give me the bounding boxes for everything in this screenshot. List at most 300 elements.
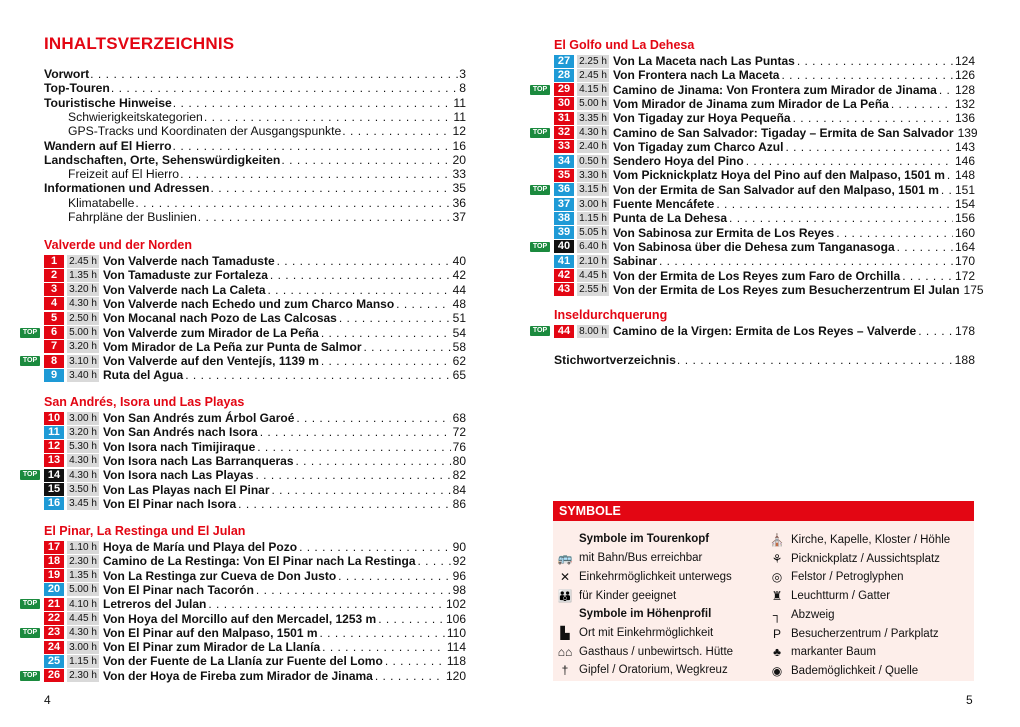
dot-leader [385, 654, 445, 668]
symbols-title: SYMBOLE [553, 501, 974, 521]
tour-entry[interactable] [44, 440, 466, 454]
church-icon: ⛪ [769, 533, 785, 547]
symbol-row [769, 608, 834, 622]
tour-number: 19 [44, 569, 64, 582]
tour-title: Von San Andrés nach Isora [103, 425, 258, 440]
dot-leader [716, 197, 953, 211]
tour-duration: 4.45 h [67, 612, 99, 625]
tour-page: 156 [954, 211, 975, 226]
tour-number: 15 [44, 483, 64, 496]
dot-leader [396, 297, 450, 311]
symbol-label: mit Bahn/Bus erreichbar [579, 552, 703, 564]
tour-title: Von der Ermita de Los Reyes zum Besucherzentrum El Julan [613, 282, 960, 297]
tour-entry[interactable] [44, 411, 466, 425]
tour-entry[interactable] [554, 282, 984, 297]
toc-entry[interactable] [44, 139, 466, 153]
dot-leader [296, 454, 451, 468]
section-title: Valverde und der Norden [44, 238, 192, 252]
symbol-label: für Kinder geeignet [579, 590, 677, 602]
tour-number: 1 [44, 255, 64, 268]
top-tour-badge: TOP [20, 328, 40, 338]
toc-entry-page: 11 [453, 95, 466, 110]
tour-duration: 2.10 h [577, 255, 609, 268]
tour-entry[interactable] [44, 297, 466, 311]
index-page: 188 [954, 353, 975, 367]
dot-leader [185, 368, 450, 382]
dot-leader [111, 81, 458, 95]
tour-duration: 3.20 h [67, 283, 99, 296]
dot-leader [198, 210, 452, 224]
tour-duration: 1.35 h [67, 269, 99, 282]
tour-entry[interactable] [554, 226, 975, 240]
dot-leader [320, 626, 445, 640]
tour-duration: 5.00 h [577, 97, 609, 110]
tour-entry[interactable] [44, 483, 466, 497]
tour-number: 10 [44, 412, 64, 425]
top-tour-badge: TOP [20, 599, 40, 609]
tour-title: Von El Pinar zum Mirador de La Llanía [103, 640, 321, 655]
dot-leader [677, 353, 954, 367]
tour-title: Von der Hoya de Fireba zum Mirador de Jinama [103, 668, 373, 683]
toc-entry-title: Landschaften, Orte, Sehenswürdigkeiten [44, 152, 281, 167]
toc-entry[interactable] [44, 181, 466, 195]
tour-entry[interactable] [44, 254, 466, 268]
index-entry-row[interactable] [554, 353, 975, 367]
top-tour-badge: TOP [20, 356, 40, 366]
symbol-label: Besucherzentrum / Parkplatz [791, 627, 939, 640]
tour-entry[interactable] [44, 540, 466, 554]
dot-leader [210, 181, 451, 195]
tour-page: 68 [452, 411, 466, 425]
tour-duration: 3.20 h [67, 340, 99, 353]
dot-leader [375, 669, 444, 683]
tour-duration: 0.50 h [577, 155, 609, 168]
dot-leader [785, 140, 953, 154]
tour-duration: 4.10 h [67, 598, 99, 611]
tour-title: Von Valverde auf den Ventejís, 1139 m [103, 354, 319, 369]
tour-page: 148 [954, 168, 975, 183]
toc-entry-page: 33 [452, 167, 466, 182]
dot-leader [268, 283, 451, 297]
tour-entry[interactable] [44, 326, 466, 340]
page-number-left: 4 [44, 693, 51, 707]
tour-number: 2 [44, 269, 64, 282]
tour-number: 23 [44, 626, 64, 639]
tour-duration: 4.30 h [577, 126, 609, 139]
tour-number: 3 [44, 283, 64, 296]
tour-page: 72 [452, 425, 466, 440]
tour-entry[interactable] [44, 368, 466, 382]
dot-leader [270, 268, 451, 282]
tour-number: 44 [554, 325, 574, 338]
tour-duration: 3.35 h [577, 112, 609, 125]
tour-title: Von der Fuente de La Llanía zur Fuente del Lomo [103, 654, 383, 669]
dot-leader [338, 569, 450, 583]
tour-duration: 5.05 h [577, 226, 609, 239]
village-icon: ▙ [560, 626, 570, 640]
tour-page: 48 [452, 296, 466, 311]
tour-page: 170 [954, 254, 975, 269]
cross-icon: † [561, 663, 569, 677]
page-heading: INHALTSVERZEICHNIS [44, 34, 235, 53]
tour-duration: 2.45 h [577, 69, 609, 82]
tour-number: 34 [554, 155, 574, 168]
symbol-row [769, 627, 939, 641]
tour-title: Von Sabinosa zur Ermita de Los Reyes [613, 225, 835, 240]
tour-duration: 3.30 h [577, 169, 609, 182]
tour-page: 76 [452, 439, 466, 454]
tour-entry[interactable] [554, 168, 975, 182]
tour-title: Von Isora nach Timijiraque [103, 439, 256, 454]
tour-entry[interactable] [554, 324, 975, 338]
tour-entry[interactable] [554, 125, 978, 140]
top-tour-badge: TOP [20, 470, 40, 480]
tour-number: 39 [554, 226, 574, 239]
tour-number: 40 [554, 240, 574, 253]
tour-title: Von Sabinosa über die Dehesa zum Tanganasoga [613, 239, 895, 254]
tour-entry[interactable] [44, 283, 466, 297]
tour-title: Von El Pinar nach Tacorón [103, 582, 254, 597]
fork-knife-icon: ✕ [559, 570, 571, 584]
tour-number: 17 [44, 541, 64, 554]
dot-leader [90, 67, 458, 81]
tour-entry[interactable] [554, 83, 975, 97]
top-tour-badge: TOP [530, 85, 550, 95]
tour-entry[interactable] [554, 269, 975, 283]
tour-entry[interactable] [554, 240, 975, 254]
tour-number: 27 [554, 55, 574, 68]
dot-leader [797, 54, 953, 68]
symbol-label: Ort mit Einkehrmöglichkeit [579, 627, 714, 639]
tour-number: 29 [554, 83, 574, 96]
tour-page: 164 [954, 239, 975, 254]
tour-title: Von Isora nach Las Playas [103, 468, 254, 483]
tour-number: 28 [554, 69, 574, 82]
tour-duration: 4.45 h [577, 269, 609, 282]
section-title: San Andrés, Isora und Las Playas [44, 395, 245, 409]
tour-number: 7 [44, 340, 64, 353]
dot-leader [939, 83, 953, 97]
tour-title: Von Valverde zum Mirador de La Peña [103, 325, 319, 340]
toc-entry-title: Touristische Hinweise [44, 95, 172, 110]
tour-page: 84 [452, 482, 466, 497]
toc-entry[interactable] [44, 81, 466, 95]
tour-entry[interactable] [554, 211, 975, 225]
tour-title: Von Valverde nach Tamaduste [103, 254, 275, 268]
toc-entry-page: 20 [452, 152, 466, 167]
hut-icon: ⌂⌂ [557, 645, 573, 659]
tour-number: 42 [554, 269, 574, 282]
dot-leader [256, 583, 451, 597]
tour-number: 31 [554, 112, 574, 125]
tour-title: Hoya de María und Playa del Pozo [103, 540, 298, 554]
tour-entry[interactable] [44, 626, 466, 640]
tour-number: 11 [44, 426, 64, 439]
toc-entry-title: Top-Touren [44, 81, 110, 96]
tour-duration: 2.30 h [67, 555, 99, 568]
tour-page: 118 [446, 654, 466, 669]
tour-number: 14 [44, 469, 64, 482]
symbols-subheading: Symbole im Höhenprofil [579, 608, 712, 620]
dot-leader [281, 153, 451, 167]
tour-duration: 1.15 h [67, 655, 99, 668]
tour-entry[interactable] [554, 54, 975, 68]
tour-duration: 2.30 h [67, 669, 99, 682]
toc-entry[interactable] [68, 196, 466, 210]
tour-page: 132 [954, 96, 975, 111]
toc-entry-page: 8 [459, 81, 466, 96]
tour-entry[interactable] [44, 597, 466, 611]
symbol-label: markanter Baum [791, 646, 877, 659]
top-tour-badge: TOP [530, 326, 550, 336]
toc-entry-title: Klimatabelle [68, 195, 135, 210]
tour-duration: 3.10 h [67, 355, 99, 368]
bathing-icon: ◉ [771, 663, 783, 678]
dot-leader [918, 324, 953, 338]
tour-entry[interactable] [44, 640, 466, 654]
tour-page: 124 [954, 54, 975, 68]
tour-title: Von der Ermita de San Salvador auf den Malpaso, 1501 m [613, 182, 939, 197]
tour-number: 20 [44, 583, 64, 596]
tour-entry[interactable] [554, 197, 975, 211]
tour-entry[interactable] [554, 154, 975, 168]
tour-title: Von Isora nach Las Barranqueras [103, 453, 294, 468]
index-title: Stichwortverzeichnis [554, 353, 676, 367]
tour-entry[interactable] [44, 354, 466, 368]
tour-title: Vom Mirador de Jinama zum Mirador de La Peña [613, 96, 889, 111]
tour-duration: 4.30 h [67, 469, 99, 482]
tour-duration: 4.30 h [67, 454, 99, 467]
symbols-legend [553, 501, 974, 681]
toc-entry[interactable] [68, 110, 466, 124]
symbol-label: Felstor / Petroglyphen [791, 571, 904, 584]
tour-page: 54 [452, 325, 466, 340]
tour-title: Camino de Jinama: Von Frontera zum Mirador de Jinama [613, 82, 937, 97]
tour-duration: 3.00 h [67, 412, 99, 425]
toc-entry-title: Fahrpläne der Buslinien [68, 210, 197, 224]
tour-entry[interactable] [44, 554, 466, 568]
symbol-label: Kirche, Kapelle, Kloster / Höhle [791, 534, 951, 546]
tour-page: 110 [446, 625, 466, 640]
tour-number: 13 [44, 454, 64, 467]
toc-entry[interactable] [44, 96, 466, 110]
tour-title: Sendero Hoya del Pino [613, 154, 744, 169]
tour-duration: 3.50 h [67, 483, 99, 496]
rock-icon: ◎ [771, 570, 783, 585]
tour-title: Sabinar [613, 254, 658, 269]
tour-page: 86 [452, 496, 466, 511]
tour-page: 106 [445, 611, 466, 626]
toc-entry-title: Informationen und Adressen [44, 181, 210, 196]
symbol-row [557, 551, 702, 565]
tour-title: Letreros del Julan [103, 597, 207, 612]
tour-duration: 4.15 h [577, 83, 609, 96]
visitor-center-icon: P [772, 626, 781, 641]
tour-title: Camino de La Restinga: Von El Pinar nach La Restinga [103, 554, 416, 569]
tour-page: 175 [963, 282, 984, 297]
tour-entry[interactable] [44, 497, 466, 511]
tour-page: 160 [954, 225, 975, 240]
section-title: Inseldurchquerung [554, 308, 668, 322]
dot-leader [941, 183, 953, 197]
toc-entry-page: 16 [452, 138, 466, 153]
tour-page: 40 [452, 254, 466, 268]
tour-number: 36 [554, 183, 574, 196]
tour-entry[interactable] [44, 654, 466, 668]
tour-page: 98 [452, 582, 466, 597]
symbol-row [769, 570, 904, 584]
tree-icon: ♣ [773, 645, 781, 660]
toc-entry-page: 3 [459, 67, 466, 81]
dot-leader [135, 196, 451, 210]
tour-entry[interactable] [554, 97, 975, 111]
dot-leader [891, 97, 953, 111]
dot-leader [418, 554, 451, 568]
bus-icon: 🚌 [557, 551, 573, 565]
section-title: El Pinar, La Restinga und El Julan [44, 524, 246, 538]
top-tour-badge: TOP [530, 185, 550, 195]
tour-number: 8 [44, 355, 64, 368]
tour-duration: 3.20 h [67, 426, 99, 439]
tour-entry[interactable] [44, 569, 466, 583]
tour-number: 5 [44, 312, 64, 325]
symbol-row [557, 626, 713, 640]
tour-entry[interactable] [554, 111, 975, 125]
dot-leader [260, 425, 451, 439]
dot-leader [208, 597, 444, 611]
tour-entry[interactable] [554, 68, 975, 82]
tour-entry[interactable] [554, 254, 975, 268]
toc-entry[interactable] [44, 153, 466, 167]
tour-entry[interactable] [44, 468, 466, 482]
dot-leader [902, 269, 953, 283]
top-tour-badge: TOP [530, 128, 550, 138]
dot-leader [947, 168, 953, 182]
tour-number: 12 [44, 440, 64, 453]
tour-title: Von der Ermita de Los Reyes zum Faro de Orchilla [613, 268, 901, 283]
tour-number: 35 [554, 169, 574, 182]
tour-title: Von Frontera nach La Maceta [613, 68, 780, 83]
tour-page: 62 [452, 354, 466, 369]
tour-page: 102 [445, 597, 466, 612]
tour-number: 21 [44, 598, 64, 611]
dot-leader [321, 326, 451, 340]
toc-entry-title: Vorwort [44, 67, 90, 81]
tour-number: 43 [554, 283, 574, 296]
tour-duration: 5.30 h [67, 440, 99, 453]
tour-entry[interactable] [44, 311, 466, 325]
toc-entry[interactable] [68, 167, 466, 181]
tour-title: Camino de San Salvador: Tigaday – Ermita de San Salvador [613, 125, 954, 140]
toc-entry[interactable] [44, 67, 466, 81]
tour-number: 32 [554, 126, 574, 139]
tour-duration: 1.35 h [67, 569, 99, 582]
tour-number: 18 [44, 555, 64, 568]
tour-page: 139 [957, 125, 978, 140]
tour-duration: 3.45 h [67, 497, 99, 510]
dot-leader [204, 110, 453, 124]
toc-entry-page: 36 [452, 195, 466, 210]
tour-entry[interactable] [44, 268, 466, 282]
dot-leader [299, 540, 451, 554]
toc-entry[interactable] [68, 210, 466, 224]
tour-number: 16 [44, 497, 64, 510]
tour-title: Von Tamaduste zur Fortaleza [103, 268, 268, 283]
dot-leader [364, 340, 451, 354]
tour-entry[interactable] [44, 669, 466, 683]
tour-entry[interactable] [44, 583, 466, 597]
tour-title: Ruta del Agua [103, 368, 184, 383]
tour-duration: 6.40 h [577, 240, 609, 253]
tour-duration: 1.15 h [577, 212, 609, 225]
tour-duration: 2.50 h [67, 312, 99, 325]
tour-duration: 8.00 h [577, 325, 609, 338]
dot-leader [659, 254, 953, 268]
dot-leader [746, 154, 953, 168]
symbol-label: Leuchtturm / Gatter [791, 590, 891, 603]
tour-duration: 3.15 h [577, 183, 609, 196]
tour-page: 128 [954, 82, 975, 97]
symbols-subheading: Symbole im Tourenkopf [579, 533, 710, 545]
symbol-row [769, 664, 918, 678]
toc-entry[interactable] [68, 124, 466, 138]
toc-entry-page: 35 [452, 181, 466, 196]
dot-leader [836, 226, 953, 240]
tour-number: 38 [554, 212, 574, 225]
section-title: El Golfo und La Dehesa [554, 38, 695, 52]
symbol-row [769, 533, 950, 547]
tour-title: Camino de la Virgen: Ermita de Los Reyes – Valverde [613, 324, 917, 338]
tour-page: 92 [452, 554, 466, 569]
tour-number: 25 [44, 655, 64, 668]
symbol-label: Einkehrmöglichkeit unterwegs [579, 571, 732, 583]
tour-entry[interactable] [554, 140, 975, 154]
tour-number: 26 [44, 669, 64, 682]
tour-title: Von Hoya del Morcillo auf den Mercadel, 1253 m [103, 611, 377, 626]
tour-duration: 4.30 h [67, 626, 99, 639]
dot-leader [342, 124, 451, 138]
toc-entry-page: 11 [453, 109, 466, 124]
tour-title: Von Tigaday zur Hoya Pequeña [613, 111, 791, 126]
tour-page: 90 [452, 540, 466, 554]
family-icon: 👪 [557, 589, 573, 603]
tour-title: Von Tigaday zum Charco Azul [613, 139, 784, 154]
top-tour-badge: TOP [530, 242, 550, 252]
tour-duration: 3.00 h [577, 198, 609, 211]
tour-page: 154 [954, 197, 975, 211]
tour-entry[interactable] [44, 454, 466, 468]
dot-leader [729, 211, 953, 225]
dot-leader [173, 139, 452, 153]
picnic-icon: ⚘ [771, 551, 783, 566]
tour-entry[interactable] [44, 425, 466, 439]
tour-duration: 5.00 h [67, 583, 99, 596]
tour-page: 80 [452, 453, 466, 468]
tour-title: Von La Restinga zur Cueva de Don Justo [103, 568, 337, 583]
symbol-row [769, 589, 890, 603]
tour-duration: 5.00 h [67, 326, 99, 339]
tour-entry[interactable] [554, 183, 975, 197]
tour-title: Von La Maceta nach Las Puntas [613, 54, 795, 68]
tour-page: 136 [954, 111, 975, 126]
dot-leader [256, 468, 451, 482]
tour-entry[interactable] [44, 340, 466, 354]
top-tour-badge: TOP [20, 671, 40, 681]
tour-duration: 3.00 h [67, 641, 99, 654]
tour-number: 33 [554, 140, 574, 153]
toc-entry-page: 12 [452, 124, 466, 139]
tour-entry[interactable] [44, 612, 466, 626]
